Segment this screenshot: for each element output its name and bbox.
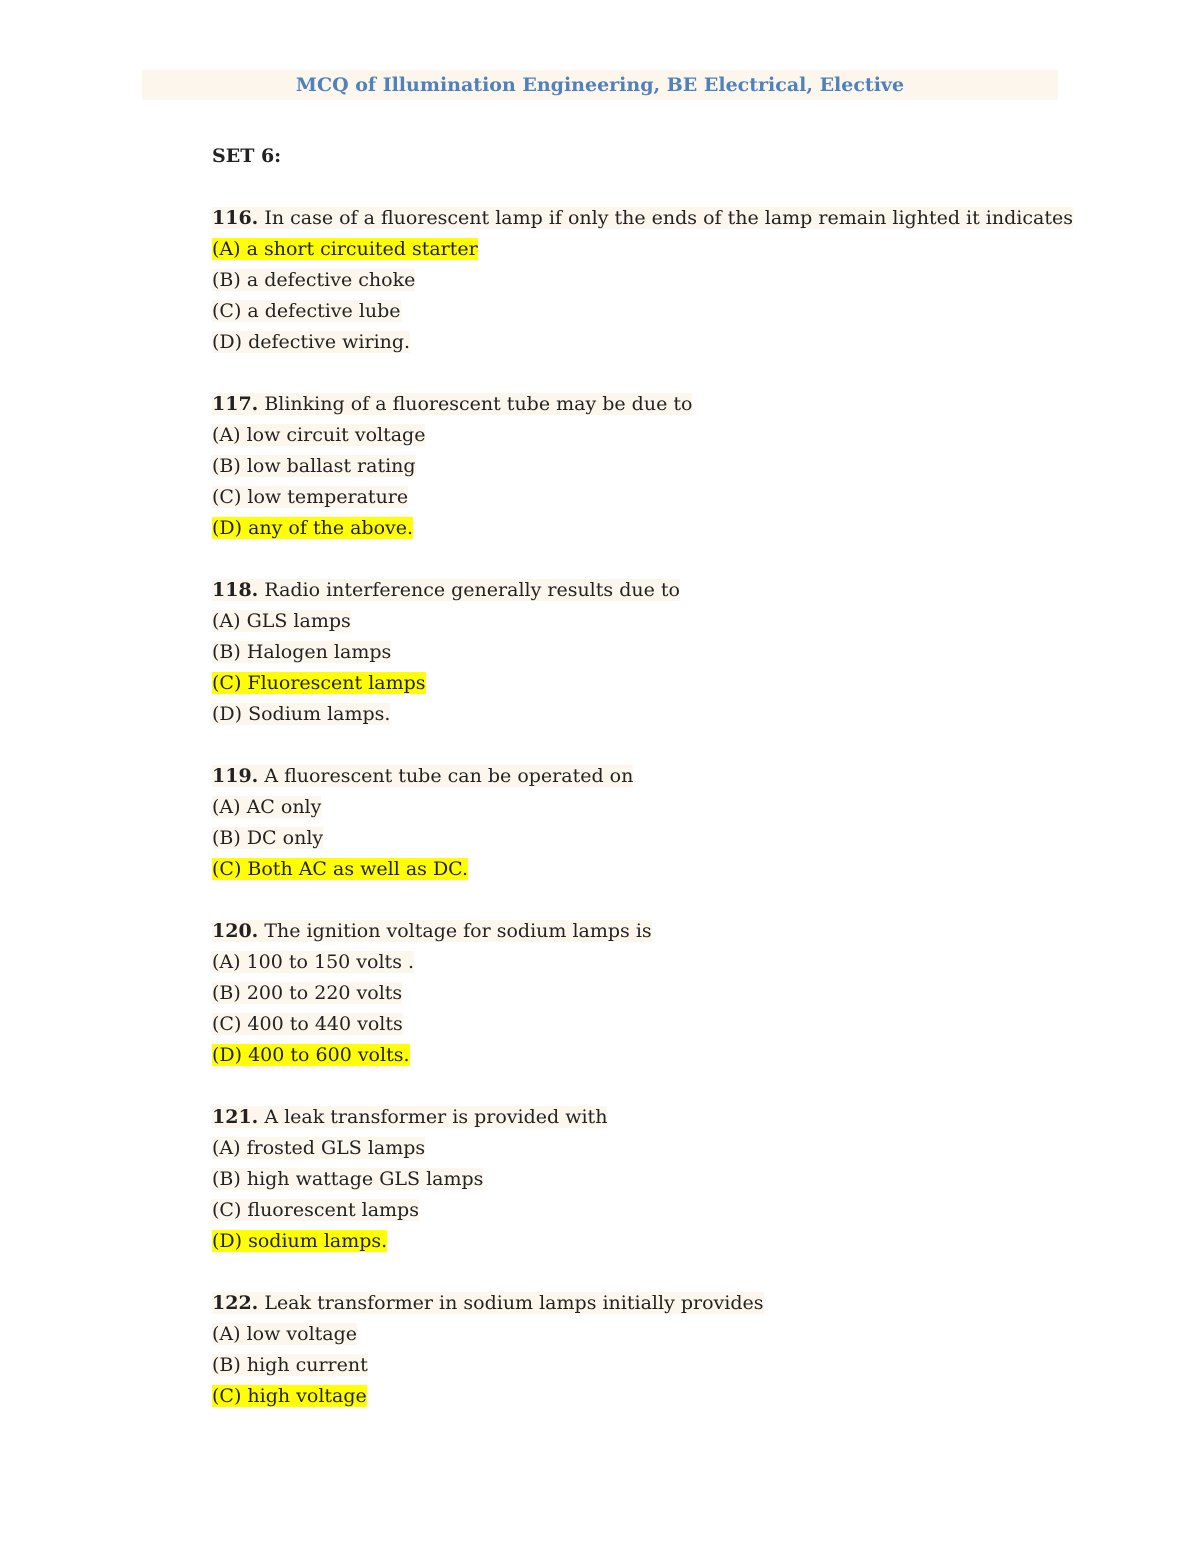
set-title: SET 6:: [212, 145, 282, 167]
question-stem-text: [212, 393, 692, 415]
question-stem: [212, 1288, 1092, 1319]
question-text: A fluorescent tube can be operated on: [258, 765, 634, 787]
correct-option: (D) any of the above.: [212, 517, 414, 539]
document-body: [212, 141, 1092, 1443]
option: (B) Halogen lamps: [212, 641, 392, 663]
option: (C) a defective lube: [212, 300, 401, 322]
option-line: [212, 668, 1092, 699]
option-line: [212, 451, 1092, 482]
question-number: 121.: [212, 1106, 259, 1128]
option: (A) frosted GLS lamps: [212, 1137, 426, 1159]
question-stem: [212, 1102, 1092, 1133]
question-block: [212, 1288, 1092, 1412]
option: (C) fluorescent lamps: [212, 1199, 419, 1221]
option-line: [212, 1195, 1092, 1226]
option-line: [212, 1040, 1092, 1071]
question-block: [212, 916, 1092, 1071]
option-line: [212, 947, 1092, 978]
option-line: [212, 265, 1092, 296]
option: (B) low ballast rating: [212, 455, 416, 477]
option: (B) a defective choke: [212, 269, 416, 291]
option-line: [212, 699, 1092, 730]
correct-option: (C) high voltage: [212, 1385, 367, 1407]
option-line: [212, 1381, 1092, 1412]
question-number: 118.: [212, 579, 259, 601]
option-line: [212, 1133, 1092, 1164]
option: (C) 400 to 440 volts: [212, 1013, 403, 1035]
question-block: [212, 575, 1092, 730]
option-line: [212, 234, 1092, 265]
question-stem-text: [212, 765, 633, 787]
question-stem: [212, 761, 1092, 792]
question-text: Radio interference generally results due to: [258, 579, 680, 601]
option: (B) high current: [212, 1354, 368, 1376]
option-line: [212, 1226, 1092, 1257]
option-line: [212, 606, 1092, 637]
option: (C) low temperature: [212, 486, 409, 508]
question-stem-text: [212, 579, 680, 601]
correct-option: (C) Fluorescent lamps: [212, 672, 426, 694]
option-line: [212, 1009, 1092, 1040]
question-block: [212, 203, 1092, 358]
option: (D) Sodium lamps.: [212, 703, 391, 725]
option-line: [212, 296, 1092, 327]
option-line: [212, 637, 1092, 668]
option-line: [212, 792, 1092, 823]
correct-option: (D) 400 to 600 volts.: [212, 1044, 410, 1066]
option-line: [212, 513, 1092, 544]
option: (D) defective wiring.: [212, 331, 411, 353]
question-stem: [212, 389, 1092, 420]
option-line: [212, 854, 1092, 885]
option-line: [212, 978, 1092, 1009]
option-line: [212, 327, 1092, 358]
question-number: 116.: [212, 207, 259, 229]
option: (B) DC only: [212, 827, 324, 849]
question-list: [212, 203, 1092, 1412]
option: (A) GLS lamps: [212, 610, 351, 632]
correct-option: (D) sodium lamps.: [212, 1230, 388, 1252]
question-text: The ignition voltage for sodium lamps is: [258, 920, 652, 942]
option-line: [212, 1164, 1092, 1195]
question-block: [212, 761, 1092, 885]
option: (A) low circuit voltage: [212, 424, 426, 446]
correct-option: (C) Both AC as well as DC.: [212, 858, 469, 880]
question-text: A leak transformer is provided with: [258, 1106, 608, 1128]
question-number: 119.: [212, 765, 259, 787]
question-number: 122.: [212, 1292, 259, 1314]
page-header-title: MCQ of Illumination Engineering, BE Electrical, Elective: [295, 74, 905, 96]
option: (B) high wattage GLS lamps: [212, 1168, 484, 1190]
question-text: Blinking of a fluorescent tube may be due to: [258, 393, 693, 415]
question-stem: [212, 916, 1092, 947]
question-number: 117.: [212, 393, 259, 415]
option-line: [212, 420, 1092, 451]
option: (A) low voltage: [212, 1323, 358, 1345]
question-stem: [212, 575, 1092, 606]
question-block: [212, 389, 1092, 544]
option: (A) 100 to 150 volts .: [212, 951, 415, 973]
question-stem-text: [212, 1292, 764, 1314]
correct-option: (A) a short circuited starter: [212, 238, 478, 260]
option: (A) AC only: [212, 796, 322, 818]
question-stem-text: [212, 1106, 607, 1128]
question-text: In case of a fluorescent lamp if only the ends of the lamp remain lighted it indicates: [258, 207, 1073, 229]
option: (B) 200 to 220 volts: [212, 982, 403, 1004]
question-text: Leak transformer in sodium lamps initially provides: [258, 1292, 764, 1314]
question-stem: [212, 203, 1092, 234]
question-stem-text: [212, 207, 1073, 229]
question-block: [212, 1102, 1092, 1257]
option-line: [212, 823, 1092, 854]
option-line: [212, 1319, 1092, 1350]
option-line: [212, 1350, 1092, 1381]
question-stem-text: [212, 920, 652, 942]
option-line: [212, 482, 1092, 513]
question-number: 120.: [212, 920, 259, 942]
